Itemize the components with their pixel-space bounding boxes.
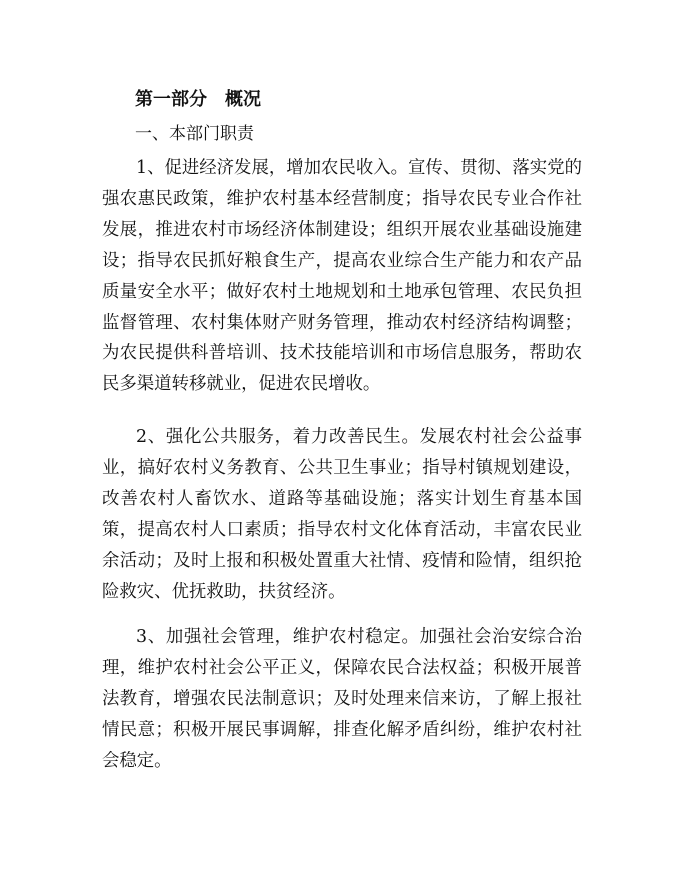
section-subtitle: 一、本部门职责 [135, 124, 254, 144]
paragraph-duty-1: 1、促进经济发展，增加农民收入。宣传、贯彻、落实党的强农惠民政策，维护农村基本经营制度；指导农民专业合作社发展，推进农村市场经济体制建设；组织开展农业基础设施建设；指导农民抓好粮食生产，提高农业综合生产能力和农产品质量安全水平；做好农村土地规划和土地承包管理、农民负担监督管理、农村集体财产财务管理，推动农村经济结构调整；为农民提供科普培训、技术技能培训和市场信息服务，帮助农民多渠道转移就业，促进农民增收。 [102, 158, 582, 395]
section-title: 第一部分 概况 [135, 89, 261, 110]
paragraph-duty-3: 3、加强社会管理，维护农村稳定。加强社会治安综合治理，维护农村社会公平正义，保障农民合法权益；积极开展普法教育，增强农民法制意识；及时处理来信来访，了解上报社情民意；积极开展民事调解，排查化解矛盾纠纷，维护农村社会稳定。 [102, 627, 582, 771]
paragraph-duty-2: 2、强化公共服务，着力改善民生。发展农村社会公益事业，搞好农村义务教育、公共卫生事业；指导村镇规划建设，改善农村人畜饮水、道路等基础设施；落实计划生育基本国策，提高农村人口素质；指导农村文化体育活动，丰富农民业余活动；及时上报和积极处置重大社情、疫情和险情，组织抢险救灾、优抚救助，扶贫经济。 [102, 427, 582, 602]
